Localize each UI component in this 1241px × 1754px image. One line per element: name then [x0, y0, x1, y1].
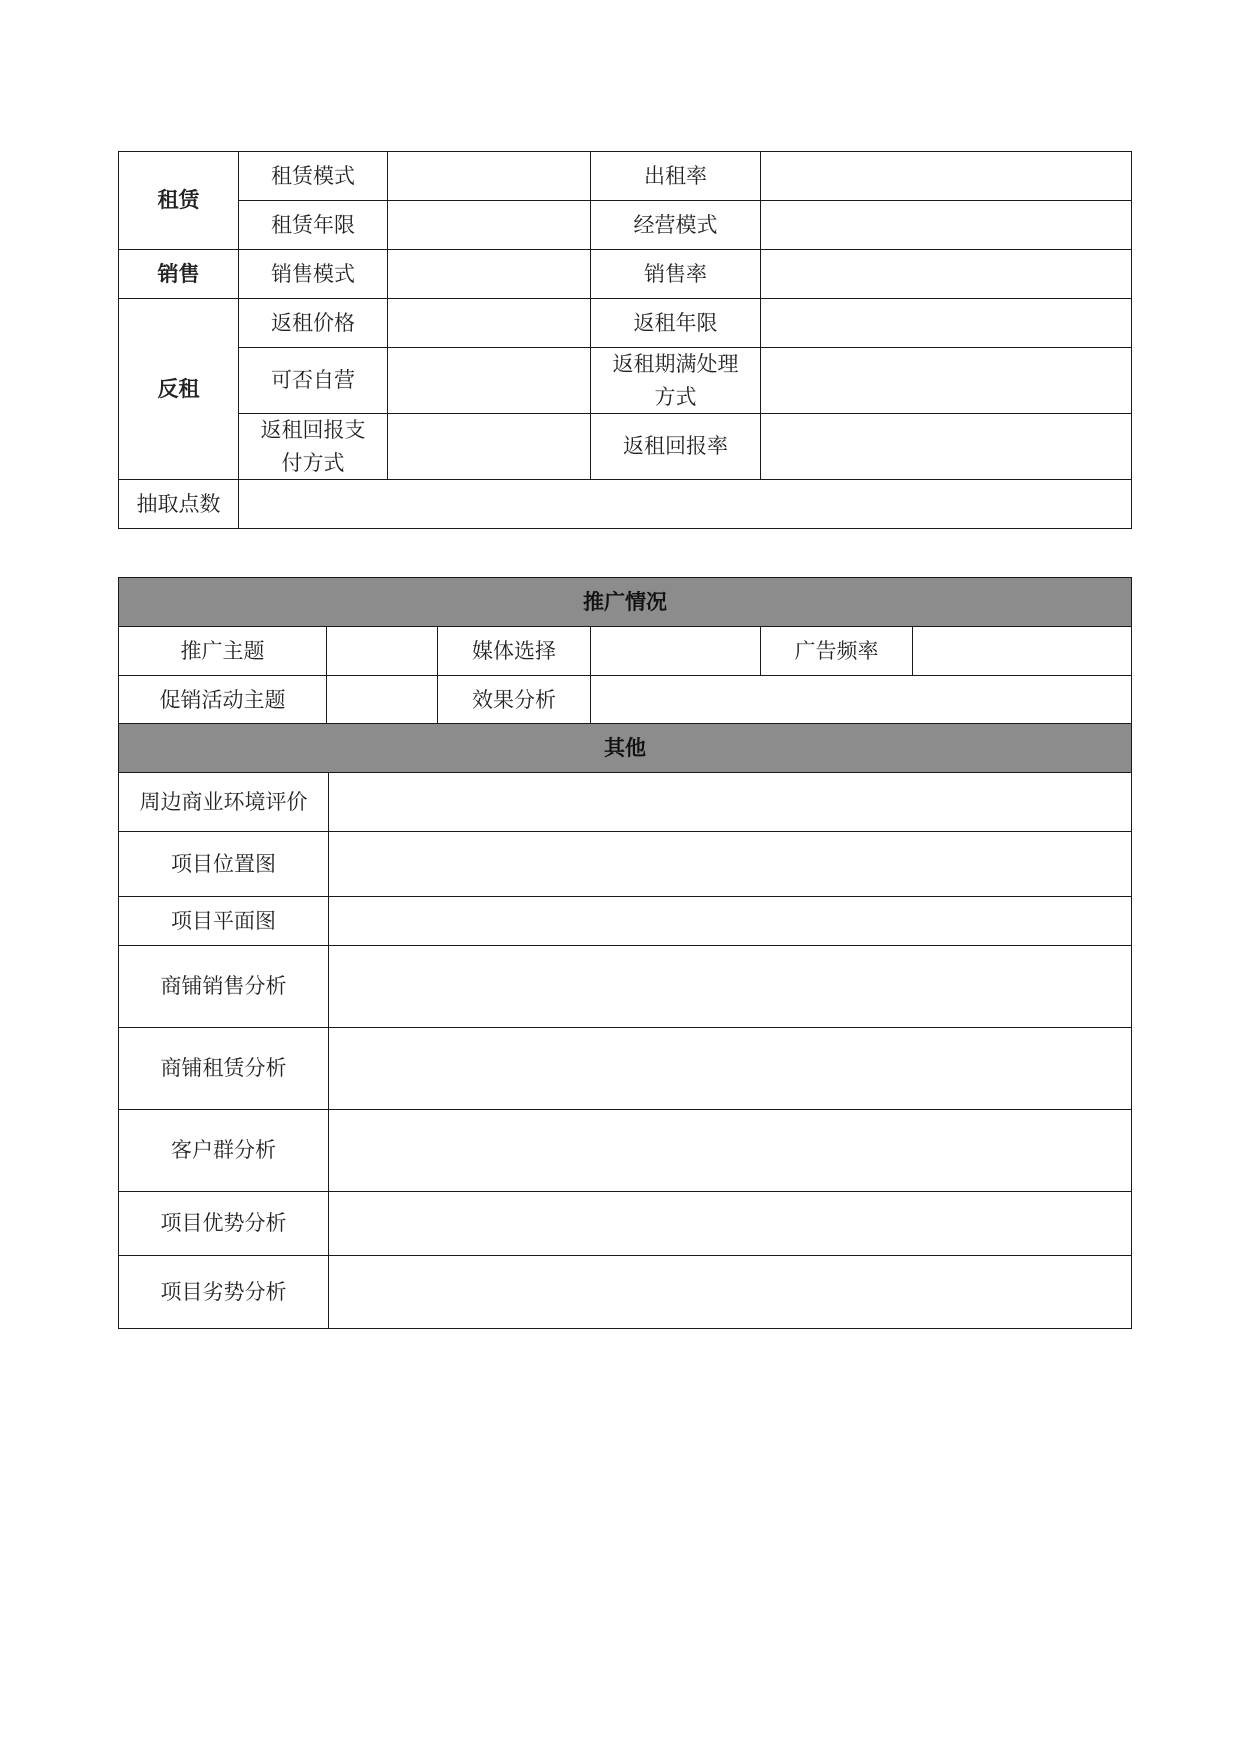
field-label: 返租回报率	[591, 414, 761, 480]
field-label: 返租期满处理方式	[591, 348, 761, 414]
field-label: 项目劣势分析	[119, 1256, 329, 1329]
field-value-cell	[329, 1256, 1132, 1329]
table-row	[119, 1110, 1132, 1192]
field-label: 商铺租赁分析	[119, 1028, 329, 1110]
field-value-cell	[388, 414, 591, 480]
table-row	[119, 414, 1132, 480]
field-label: 经营模式	[591, 201, 761, 250]
field-label: 广告频率	[761, 627, 913, 676]
field-value-cell	[239, 480, 1132, 529]
table-row	[119, 250, 1132, 299]
field-value-cell	[388, 250, 591, 299]
field-label-commission: 抽取点数	[119, 480, 239, 529]
field-value-cell	[761, 299, 1132, 348]
table-row	[119, 578, 1132, 627]
table-row	[119, 832, 1132, 897]
field-label: 客户群分析	[119, 1110, 329, 1192]
field-label: 项目位置图	[119, 832, 329, 897]
field-label: 返租价格	[239, 299, 388, 348]
field-label: 出租率	[591, 152, 761, 201]
table-row	[119, 480, 1132, 529]
field-value-cell	[329, 897, 1132, 946]
section-label-leasing: 租赁	[119, 152, 239, 250]
leasing-sales-table	[118, 151, 1132, 529]
field-label: 项目优势分析	[119, 1192, 329, 1256]
field-label: 媒体选择	[438, 627, 591, 676]
field-label: 返租年限	[591, 299, 761, 348]
field-label: 促销活动主题	[119, 676, 327, 725]
table-row	[119, 1256, 1132, 1329]
table-row	[119, 1192, 1132, 1256]
section-label-sales: 销售	[119, 250, 239, 299]
field-value-cell	[913, 627, 1132, 676]
field-label: 效果分析	[438, 676, 591, 725]
table-row	[119, 299, 1132, 348]
table-row	[119, 897, 1132, 946]
table-row	[119, 773, 1132, 832]
table-row	[119, 627, 1132, 676]
table-row	[119, 946, 1132, 1028]
field-label: 商铺销售分析	[119, 946, 329, 1028]
field-value-cell	[761, 152, 1132, 201]
field-value-cell	[329, 1028, 1132, 1110]
field-value-cell	[761, 201, 1132, 250]
field-label: 返租回报支付方式	[239, 414, 388, 480]
section-header-promotion: 推广情况	[119, 578, 1132, 627]
field-value-cell	[591, 676, 1132, 725]
table-row	[119, 724, 1132, 773]
field-value-cell	[388, 152, 591, 201]
table-row	[119, 152, 1132, 201]
other-table	[118, 723, 1132, 1329]
table-row	[119, 348, 1132, 414]
section-header-other: 其他	[119, 724, 1132, 773]
field-value-cell	[329, 946, 1132, 1028]
field-label: 销售模式	[239, 250, 388, 299]
field-value-cell	[388, 348, 591, 414]
field-value-cell	[388, 201, 591, 250]
field-value-cell	[327, 627, 438, 676]
field-label: 周边商业环境评价	[119, 773, 329, 832]
table-row	[119, 201, 1132, 250]
field-value-cell	[329, 1192, 1132, 1256]
promotion-table	[118, 577, 1132, 725]
field-value-cell	[591, 627, 761, 676]
field-value-cell	[761, 414, 1132, 480]
field-label: 可否自营	[239, 348, 388, 414]
field-value-cell	[329, 1110, 1132, 1192]
field-label: 推广主题	[119, 627, 327, 676]
table-row	[119, 1028, 1132, 1110]
field-label: 项目平面图	[119, 897, 329, 946]
field-label: 租赁年限	[239, 201, 388, 250]
field-value-cell	[329, 773, 1132, 832]
field-value-cell	[761, 250, 1132, 299]
field-value-cell	[329, 832, 1132, 897]
section-label-leaseback: 反租	[119, 299, 239, 480]
field-value-cell	[761, 348, 1132, 414]
field-label: 销售率	[591, 250, 761, 299]
table-row	[119, 676, 1132, 725]
field-label: 租赁模式	[239, 152, 388, 201]
field-value-cell	[388, 299, 591, 348]
field-value-cell	[327, 676, 438, 725]
